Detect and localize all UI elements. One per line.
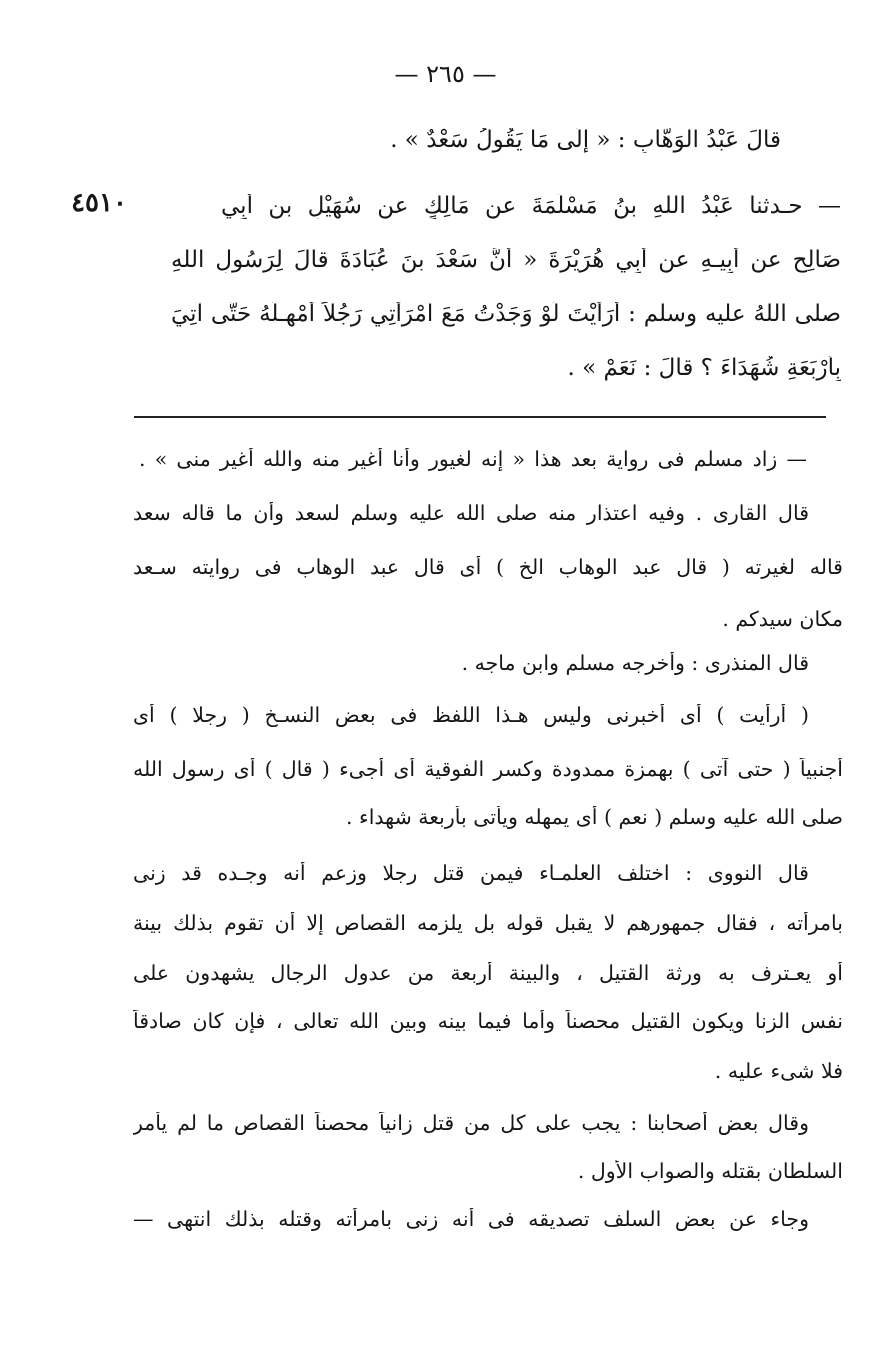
- commentary-line: قال القارى . وفيه اعتذار منه صلى الله عليه وسلم لسعد وأن ما قاله سعد: [133, 502, 809, 525]
- commentary-line: فلا شىء عليه .: [714, 1060, 843, 1083]
- commentary-line: قال النووى : اختلف العلمـاء فيمن قتل رجلا وزعم أنه وجـده قد زنى: [133, 862, 809, 885]
- commentary-line: السلطان بقتله والصواب الأول .: [577, 1160, 843, 1183]
- commentary-line: قال المنذرى : وأخرجه مسلم وابن ماجه .: [461, 652, 809, 675]
- commentary-line: أجنبياً ( حتى آتى ) بهمزة ممدودة وكسر الفوقية أى أجىء ( قال ) أى رسول الله: [133, 758, 843, 781]
- commentary-line: بامرأته ، فقال جمهورهم لا يقبل قوله بل يلزمه القصاص إلا أن تقوم بذلك بينة: [133, 912, 843, 935]
- commentary-line: ( أرأيت ) أى أخبرنى وليس هـذا اللفظ فى بعض النسـخ ( رجلا ) أى: [133, 704, 809, 727]
- hadith-line: صلى اللهُ عليه وسلم : أَرَأَيْتَ لَوْ وَجَدْتُ مَعَ امْرَأَتِي رَجُلاً أُمْهِـلُهُ حَتَّى آتِيَ: [171, 302, 841, 327]
- commentary-line: وجاء عن بعض السلف تصديقه فى أنه زنى بامرأته وقتله بذلك انتهى —: [133, 1208, 809, 1231]
- footnote-separator: [134, 416, 826, 418]
- commentary-line: نفس الزنا ويكون القتيل محصناً وأما فيما بينه وبين الله تعالى ، فإن كان صادقاً: [133, 1010, 843, 1033]
- page-number: — ٢٦٥ —: [394, 60, 497, 88]
- commentary-line: وقال بعض أصحابنا : يجب على كل من قتل زانياً محصناً القصاص ما لم يأمر: [133, 1112, 809, 1135]
- commentary-line: مكان سيدكم .: [722, 608, 843, 631]
- hadith-line: بِأَرْبَعَةِ شُهَدَاءَ ؟ قالَ : نَعَمْ » .: [567, 356, 841, 381]
- commentary-line: — زاد مسلم فى رواية بعد هذا « إنه لغيور وأنا أغير منه والله أغير منى » .: [139, 448, 807, 471]
- hadith-line: صَالِحٍ عن أَبِيـهِ عن أَبِي هُرَيْرَةَ « أَنَّ سَعْدَ بنَ عُبَادَةَ قالَ لِرَسُولِ اللهِ: [171, 248, 841, 273]
- commentary-line: أو يعـترف به ورثة القتيل ، والبينة أربعة من عدول الرجال يشهدون على: [133, 962, 843, 985]
- commentary-line: قاله لغيرته ( قال عبد الوهاب الخ ) أى قال عبد الوهاب فى روايته سـعد: [133, 556, 843, 579]
- commentary-line: صلى الله عليه وسلم ( نعم ) أى يمهله ويأتى بأربعة شهداء .: [346, 806, 843, 829]
- hadith-line: — حـدثنا عَبْدُ اللهِ بنُ مَسْلَمَةَ عن مَالِكٍ عن سُهَيْلِ بنِ أَبِي: [221, 194, 841, 219]
- narration-note: قالَ عَبْدُ الْوَهّابِ : « إِلَى مَا يَقُولُ سَعْدٌ » .: [390, 128, 781, 153]
- hadith-number: ٤٥١٠: [71, 188, 127, 218]
